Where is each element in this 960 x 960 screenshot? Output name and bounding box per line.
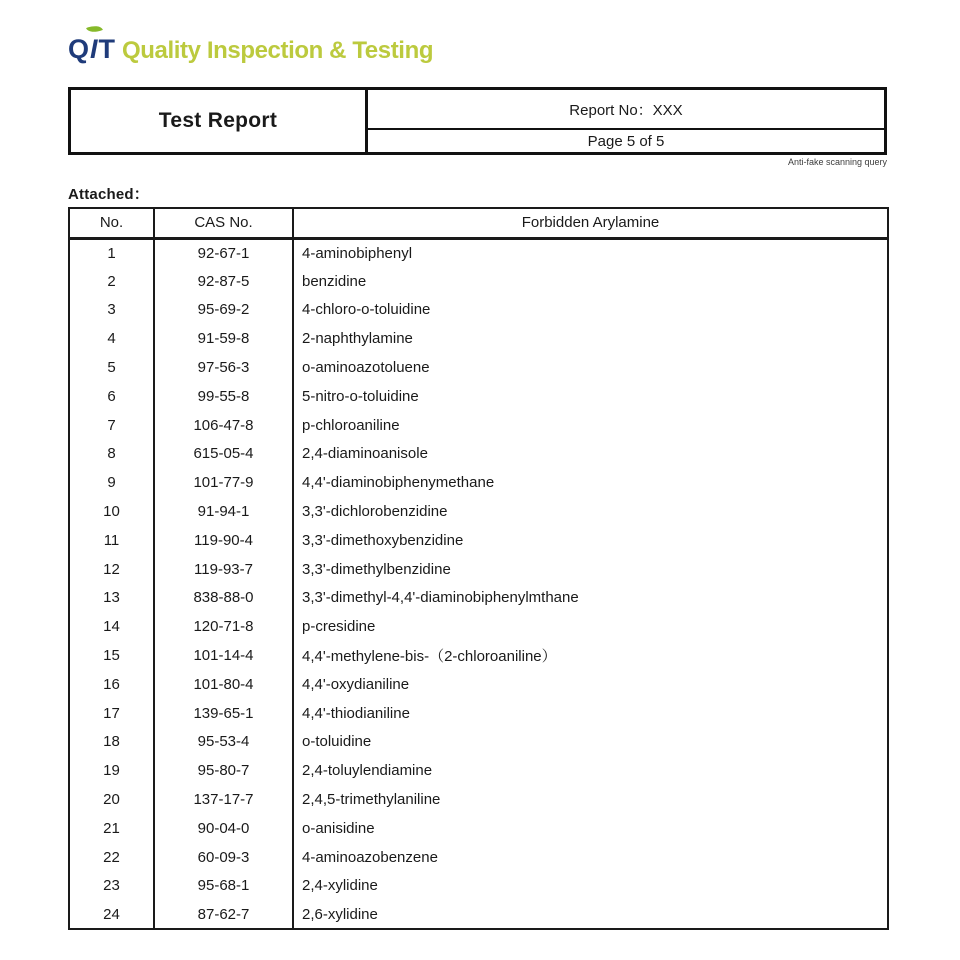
cell-cas: 92-67-1 (154, 238, 293, 267)
cell-no: 18 (69, 728, 154, 757)
table-row (69, 382, 888, 411)
column-header-arylamine: Forbidden Arylamine (293, 208, 888, 238)
cell-name: 5-nitro-o-toluidine (293, 382, 888, 411)
cell-no: 2 (69, 267, 154, 296)
cell-name: 2,4,5-trimethylaniline (293, 785, 888, 814)
cell-no: 24 (69, 900, 154, 929)
column-header-no: No. (69, 208, 154, 238)
cell-name: o-aminoazotoluene (293, 353, 888, 382)
cell-name: 4,4'-thiodianiline (293, 699, 888, 728)
report-title: Test Report (71, 90, 368, 152)
column-header-cas: CAS No. (154, 208, 293, 238)
cell-cas: 137-17-7 (154, 785, 293, 814)
cell-name: benzidine (293, 267, 888, 296)
cell-cas: 101-14-4 (154, 641, 293, 670)
table-row (69, 411, 888, 440)
report-header-box (68, 87, 887, 155)
cell-name: 3,3'-dimethyl-4,4'-diaminobiphenylmthane (293, 584, 888, 613)
cell-cas: 95-80-7 (154, 756, 293, 785)
table-header (69, 208, 888, 238)
table-row (69, 756, 888, 785)
cell-name: 4-aminoazobenzene (293, 843, 888, 872)
cell-name: 4,4'-oxydianiline (293, 670, 888, 699)
table-row (69, 900, 888, 929)
cell-cas: 615-05-4 (154, 440, 293, 469)
report-page-number: Page 5 of 5 (587, 132, 665, 150)
cell-name: 2,4-toluylendiamine (293, 756, 888, 785)
logo (68, 26, 890, 72)
cell-no: 22 (69, 843, 154, 872)
table-row (69, 353, 888, 382)
cell-name: o-toluidine (293, 728, 888, 757)
cell-no: 9 (69, 468, 154, 497)
cell-no: 14 (69, 612, 154, 641)
cell-cas: 91-59-8 (154, 324, 293, 353)
table-row (69, 555, 888, 584)
forbidden-arylamine-table (68, 207, 889, 930)
cell-cas: 99-55-8 (154, 382, 293, 411)
cell-no: 5 (69, 353, 154, 382)
table-row (69, 612, 888, 641)
logo-abbr (68, 34, 115, 65)
cell-cas: 90-04-0 (154, 814, 293, 843)
cell-cas: 97-56-3 (154, 353, 293, 382)
report-number: Report No：XXX (368, 90, 884, 130)
table-row (69, 497, 888, 526)
cell-cas: 101-77-9 (154, 468, 293, 497)
logo-letter-i: I (89, 34, 99, 65)
cell-name: 4-chloro-o-toluidine (293, 296, 888, 325)
cell-cas: 60-09-3 (154, 843, 293, 872)
cell-no: 11 (69, 526, 154, 555)
table-row (69, 814, 888, 843)
cell-no: 8 (69, 440, 154, 469)
table-row (69, 440, 888, 469)
cell-cas: 95-69-2 (154, 296, 293, 325)
table-row (69, 267, 888, 296)
table-row (69, 843, 888, 872)
table-row (69, 872, 888, 901)
logo-wordmark: Quality Inspection & Testing (122, 37, 434, 64)
cell-no: 17 (69, 699, 154, 728)
cell-cas: 120-71-8 (154, 612, 293, 641)
cell-cas: 119-90-4 (154, 526, 293, 555)
cell-name: 4,4'-diaminobiphenymethane (293, 468, 888, 497)
logo-letter-q: Q (68, 34, 90, 64)
cell-no: 1 (69, 238, 154, 267)
table-row (69, 728, 888, 757)
cell-no: 6 (69, 382, 154, 411)
cell-name: o-anisidine (293, 814, 888, 843)
cell-cas: 119-93-7 (154, 555, 293, 584)
table-row (69, 641, 888, 670)
cell-name: 4,4'-methylene-bis-（2-chloroaniline） (293, 641, 888, 670)
cell-name: 2,4-diaminoanisole (293, 440, 888, 469)
cell-no: 12 (69, 555, 154, 584)
table-body (69, 238, 888, 929)
cell-no: 15 (69, 641, 154, 670)
cell-cas: 139-65-1 (154, 699, 293, 728)
anti-fake-note: Anti-fake scanning query (787, 157, 887, 167)
cell-no: 16 (69, 670, 154, 699)
attached-label: Attached： (68, 186, 149, 203)
table-row (69, 324, 888, 353)
table-row (69, 785, 888, 814)
table-row (69, 584, 888, 613)
table-row (69, 670, 888, 699)
cell-no: 21 (69, 814, 154, 843)
report-meta (368, 90, 884, 152)
table-row (69, 699, 888, 728)
table-row (69, 468, 888, 497)
cell-name: 3,3'-dimethylbenzidine (293, 555, 888, 584)
cell-cas: 91-94-1 (154, 497, 293, 526)
logo-letter-t: T (98, 34, 116, 64)
cell-name: 3,3'-dichlorobenzidine (293, 497, 888, 526)
table-row (69, 238, 888, 267)
cell-no: 3 (69, 296, 154, 325)
cell-cas: 838-88-0 (154, 584, 293, 613)
cell-no: 20 (69, 785, 154, 814)
cell-name: 2,6-xylidine (293, 900, 888, 929)
cell-no: 10 (69, 497, 154, 526)
cell-cas: 95-53-4 (154, 728, 293, 757)
cell-cas: 101-80-4 (154, 670, 293, 699)
cell-cas: 106-47-8 (154, 411, 293, 440)
cell-no: 7 (69, 411, 154, 440)
cell-name: 2-naphthylamine (293, 324, 888, 353)
cell-name: p-cresidine (293, 612, 888, 641)
cell-name: 3,3'-dimethoxybenzidine (293, 526, 888, 555)
cell-no: 23 (69, 872, 154, 901)
cell-name: p-chloroaniline (293, 411, 888, 440)
cell-cas: 92-87-5 (154, 267, 293, 296)
cell-name: 4-aminobiphenyl (293, 238, 888, 267)
cell-no: 13 (69, 584, 154, 613)
table-row (69, 526, 888, 555)
table-header-row (69, 208, 888, 238)
cell-no: 19 (69, 756, 154, 785)
cell-name: 2,4-xylidine (293, 872, 888, 901)
cell-no: 4 (69, 324, 154, 353)
table-row (69, 296, 888, 325)
cell-cas: 87-62-7 (154, 900, 293, 929)
cell-cas: 95-68-1 (154, 872, 293, 901)
